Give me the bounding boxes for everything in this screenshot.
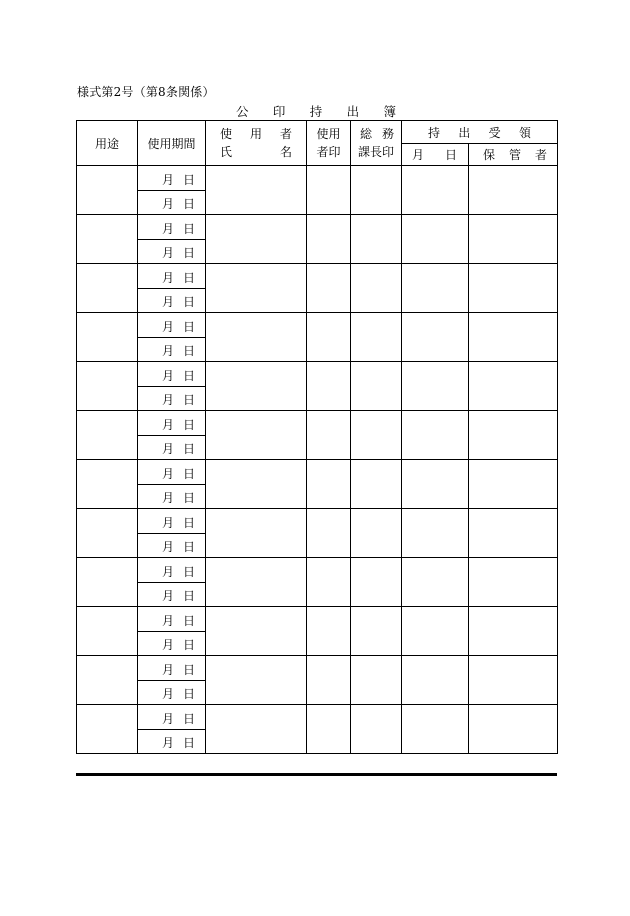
- table-row: [77, 607, 558, 632]
- month-label: 月: [162, 662, 175, 677]
- period-end-cell[interactable]: [138, 583, 206, 607]
- period-start-cell[interactable]: [138, 411, 206, 436]
- header-receipt-char: 出: [458, 125, 471, 140]
- header-chief-char: 総: [360, 127, 373, 141]
- receipt-date-cell[interactable]: [402, 509, 469, 558]
- table-row: [77, 362, 558, 387]
- purpose-cell[interactable]: [77, 313, 138, 362]
- day-label: 日: [182, 589, 195, 603]
- period-start-cell[interactable]: [138, 460, 206, 485]
- month-label: 月: [162, 589, 175, 603]
- header-user-char: 使: [220, 127, 233, 141]
- purpose-cell[interactable]: [77, 558, 138, 607]
- chief-seal-cell[interactable]: [351, 411, 402, 460]
- month-label: 月: [162, 564, 175, 579]
- custodian-cell[interactable]: [469, 313, 558, 362]
- header-date-char: 日: [444, 148, 457, 162]
- receipt-date-cell[interactable]: [402, 362, 469, 411]
- month-label: 月: [162, 270, 175, 285]
- header-user-char: 名: [279, 145, 292, 159]
- period-start-cell[interactable]: [138, 607, 206, 632]
- period-end-cell[interactable]: [138, 338, 206, 362]
- user-name-cell[interactable]: [206, 362, 307, 411]
- period-end-cell[interactable]: [138, 681, 206, 705]
- receipt-date-cell[interactable]: [402, 607, 469, 656]
- user-seal-cell[interactable]: [307, 215, 351, 264]
- day-label: 日: [182, 515, 195, 530]
- purpose-cell[interactable]: [77, 607, 138, 656]
- header-custodian: [469, 144, 558, 166]
- user-seal-cell[interactable]: [307, 656, 351, 705]
- day-label: 日: [182, 711, 195, 726]
- month-label: 月: [162, 295, 175, 309]
- custodian-cell[interactable]: [469, 166, 558, 215]
- header-receipt-char: 持: [428, 125, 441, 140]
- purpose-cell[interactable]: [77, 215, 138, 264]
- seal-checkout-ledger-table: [76, 120, 558, 754]
- purpose-cell[interactable]: [77, 656, 138, 705]
- custodian-cell[interactable]: [469, 558, 558, 607]
- table-row: [77, 558, 558, 583]
- receipt-date-cell[interactable]: [402, 411, 469, 460]
- period-start-cell[interactable]: [138, 705, 206, 730]
- month-label: 月: [162, 515, 175, 530]
- day-label: 日: [182, 564, 195, 579]
- receipt-date-cell[interactable]: [402, 166, 469, 215]
- month-label: 月: [162, 687, 175, 701]
- month-label: 月: [162, 246, 175, 260]
- month-label: 月: [162, 417, 175, 432]
- day-label: 日: [182, 638, 195, 652]
- header-custodian-char: 保: [483, 148, 496, 162]
- month-label: 月: [162, 540, 175, 554]
- period-start-cell[interactable]: [138, 264, 206, 289]
- month-label: 月: [162, 221, 175, 236]
- day-label: 日: [182, 442, 195, 456]
- period-end-cell[interactable]: [138, 436, 206, 460]
- receipt-date-cell[interactable]: [402, 313, 469, 362]
- user-seal-cell[interactable]: [307, 166, 351, 215]
- day-label: 日: [182, 246, 195, 260]
- table-row: [77, 411, 558, 436]
- purpose-cell[interactable]: [77, 411, 138, 460]
- receipt-date-cell[interactable]: [402, 460, 469, 509]
- month-label: 月: [162, 344, 175, 358]
- receipt-date-cell[interactable]: [402, 215, 469, 264]
- user-name-cell[interactable]: [206, 509, 307, 558]
- user-name-cell[interactable]: [206, 264, 307, 313]
- header-usage-period: 使用期間: [138, 121, 206, 166]
- header-purpose-char: 途: [107, 136, 120, 151]
- period-start-cell[interactable]: [138, 362, 206, 387]
- header-receipt-char: 受: [488, 125, 501, 140]
- custodian-cell[interactable]: [469, 411, 558, 460]
- user-name-cell[interactable]: [206, 705, 307, 754]
- purpose-cell[interactable]: [77, 166, 138, 215]
- header-user-char: 氏: [220, 145, 233, 159]
- user-name-cell[interactable]: [206, 313, 307, 362]
- period-start-cell[interactable]: [138, 166, 206, 191]
- month-label: 月: [162, 466, 175, 481]
- purpose-cell[interactable]: [77, 460, 138, 509]
- day-label: 日: [182, 172, 195, 187]
- user-seal-cell[interactable]: [307, 264, 351, 313]
- table-row: [77, 460, 558, 485]
- header-checkout-receipt: [402, 121, 558, 144]
- user-name-cell[interactable]: [206, 166, 307, 215]
- chief-seal-cell[interactable]: [351, 656, 402, 705]
- user-name-cell[interactable]: [206, 558, 307, 607]
- custodian-cell[interactable]: [469, 705, 558, 754]
- header-custodian-char: 管: [508, 148, 521, 162]
- custodian-cell[interactable]: [469, 264, 558, 313]
- period-start-cell[interactable]: [138, 558, 206, 583]
- user-seal-cell[interactable]: [307, 607, 351, 656]
- user-seal-cell[interactable]: [307, 411, 351, 460]
- user-name-cell[interactable]: [206, 607, 307, 656]
- header-chief-line: 課長印: [357, 145, 394, 159]
- purpose-cell[interactable]: [77, 264, 138, 313]
- month-label: 月: [162, 319, 175, 334]
- user-seal-cell[interactable]: [307, 460, 351, 509]
- chief-seal-cell[interactable]: [351, 460, 402, 509]
- table-row: [77, 166, 558, 191]
- month-label: 月: [162, 613, 175, 628]
- month-label: 月: [162, 736, 175, 750]
- period-start-cell[interactable]: [138, 313, 206, 338]
- table-row: [77, 264, 558, 289]
- chief-seal-cell[interactable]: [351, 166, 402, 215]
- custodian-cell[interactable]: [469, 607, 558, 656]
- header-date-char: 月: [412, 148, 425, 162]
- chief-seal-cell[interactable]: [351, 558, 402, 607]
- table-row: [77, 705, 558, 730]
- header-receipt-date: [402, 144, 469, 166]
- period-end-cell[interactable]: [138, 534, 206, 558]
- title-char: 公: [236, 104, 249, 119]
- user-name-cell[interactable]: [206, 656, 307, 705]
- header-chief-seal: [351, 121, 402, 166]
- header-user-name: [206, 121, 307, 166]
- table-row: [77, 509, 558, 534]
- chief-seal-cell[interactable]: [351, 264, 402, 313]
- month-label: 月: [162, 638, 175, 652]
- title-char: 印: [272, 104, 286, 119]
- header-user-seal-line: 者印: [316, 145, 341, 159]
- user-seal-cell[interactable]: [307, 362, 351, 411]
- purpose-cell[interactable]: [77, 705, 138, 754]
- period-start-cell[interactable]: [138, 509, 206, 534]
- period-end-cell[interactable]: [138, 387, 206, 411]
- day-label: 日: [182, 687, 195, 701]
- day-label: 日: [182, 662, 195, 677]
- day-label: 日: [182, 295, 195, 309]
- header-receipt-char: 領: [518, 125, 531, 140]
- custodian-cell[interactable]: [469, 460, 558, 509]
- day-label: 日: [182, 368, 195, 383]
- period-start-cell[interactable]: [138, 656, 206, 681]
- period-end-cell[interactable]: [138, 191, 206, 215]
- day-label: 日: [182, 221, 195, 236]
- document-title: [236, 102, 396, 120]
- day-label: 日: [182, 344, 195, 358]
- day-label: 日: [182, 613, 195, 628]
- title-char: 持: [309, 104, 323, 119]
- header-user-char: 用: [249, 127, 262, 141]
- month-label: 月: [162, 368, 175, 383]
- period-end-cell[interactable]: [138, 240, 206, 264]
- purpose-cell[interactable]: [77, 362, 138, 411]
- header-user-char: 者: [279, 127, 292, 141]
- user-name-cell[interactable]: [206, 215, 307, 264]
- custodian-cell[interactable]: [469, 215, 558, 264]
- day-label: 日: [182, 197, 195, 211]
- receipt-date-cell[interactable]: [402, 264, 469, 313]
- day-label: 日: [182, 319, 195, 334]
- receipt-date-cell[interactable]: [402, 656, 469, 705]
- month-label: 月: [162, 197, 175, 211]
- title-char: 簿: [383, 104, 396, 119]
- chief-seal-cell[interactable]: [351, 607, 402, 656]
- table-bottom-rule: [76, 773, 557, 776]
- purpose-cell[interactable]: [77, 509, 138, 558]
- receipt-date-cell[interactable]: [402, 558, 469, 607]
- month-label: 月: [162, 393, 175, 407]
- month-label: 月: [162, 172, 175, 187]
- header-purpose-char: 用: [95, 136, 108, 151]
- user-name-cell[interactable]: [206, 460, 307, 509]
- day-label: 日: [182, 540, 195, 554]
- header-chief-char: 務: [381, 127, 394, 141]
- month-label: 月: [162, 491, 175, 505]
- header-row-1: [77, 121, 558, 144]
- chief-seal-cell[interactable]: [351, 362, 402, 411]
- header-user-seal: [307, 121, 351, 166]
- custodian-cell[interactable]: [469, 509, 558, 558]
- user-seal-cell[interactable]: [307, 313, 351, 362]
- day-label: 日: [182, 417, 195, 432]
- title-char: 出: [346, 104, 360, 119]
- month-label: 月: [162, 442, 175, 456]
- custodian-cell[interactable]: [469, 362, 558, 411]
- user-seal-cell[interactable]: [307, 558, 351, 607]
- period-end-cell[interactable]: [138, 485, 206, 509]
- user-seal-cell[interactable]: [307, 705, 351, 754]
- form-number-label: 様式第2号（第8条関係）: [77, 85, 215, 99]
- table-row: [77, 656, 558, 681]
- header-custodian-char: 者: [534, 148, 547, 162]
- period-end-cell[interactable]: [138, 632, 206, 656]
- table-row: [77, 313, 558, 338]
- receipt-date-cell[interactable]: [402, 705, 469, 754]
- user-name-cell[interactable]: [206, 411, 307, 460]
- day-label: 日: [182, 491, 195, 505]
- day-label: 日: [182, 393, 195, 407]
- header-user-seal-line: 使用: [316, 127, 341, 141]
- day-label: 日: [182, 736, 195, 750]
- day-label: 日: [182, 466, 195, 481]
- header-purpose: [77, 121, 138, 166]
- custodian-cell[interactable]: [469, 656, 558, 705]
- month-label: 月: [162, 711, 175, 726]
- chief-seal-cell[interactable]: [351, 313, 402, 362]
- period-end-cell[interactable]: [138, 730, 206, 754]
- day-label: 日: [182, 270, 195, 285]
- chief-seal-cell[interactable]: [351, 215, 402, 264]
- chief-seal-cell[interactable]: [351, 705, 402, 754]
- period-end-cell[interactable]: [138, 289, 206, 313]
- table-row: [77, 215, 558, 240]
- chief-seal-cell[interactable]: [351, 509, 402, 558]
- period-start-cell[interactable]: [138, 215, 206, 240]
- user-seal-cell[interactable]: [307, 509, 351, 558]
